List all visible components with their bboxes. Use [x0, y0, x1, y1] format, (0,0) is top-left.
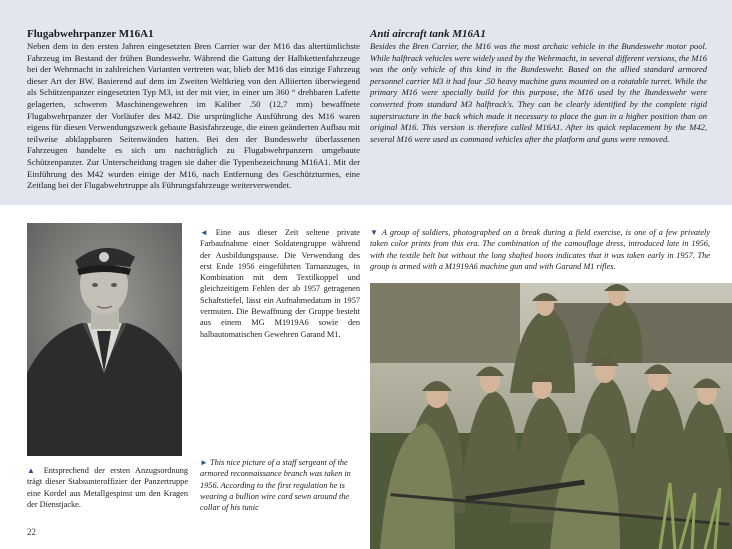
german-body: Neben dem in den ersten Jahren eingesetzten Bren Carrier war der M16 das altertümlichste Fahrzeug im Bestand der frühen Bundeswehr. Während die Gattung der Halbkettenfahrzeuge bei der Wehrmacht in zahlreichen Varianten vertreten war, blieb der M16 das einzige Fahrzeug dieser Art der BW. Basierend auf dem im Zweiten Weltkrieg von den Alliierten überwiegend als Schützenpanzer eingesetzten Typ M3, ist der mit vier, in einer um 360 ° drehbaren Lafette gelagerten, schweren Maschinengewehren im Kaliber .50 (12,7 mm) bewaffnete Flugabwehrpanzer der Vorläufer des M42. Die ursprüngliche Ausführung des M16 waren eigens für diesen Verwendungszweck gebaute Basisfahrzeuge, die einen geänderten Aufbau mit teilweise abklappbaren Seitenwänden hatten. Bei den der Bundeswehr überlassenen Fahrzeugen handelte es sich um nachträglich zu Flugabwehrpanzern umgebaute Schützenpanzer. Zur Unterscheidung tragen sie daher die Typenbezeichnung M16A1. Mit der Einführung des M42 wurden einige der M16, nach Entfernung des Geschützturmes, eine Zeitlang bei der Flugabwehrtruppe als Führungsfahrzeuge weiterverwendet. [27, 41, 360, 191]
group-caption-english-text: A group of soldiers, photographed on a break during a field exercise, is one of a few privately taken color prints from this era. The combination of the camouflage dress, introduced late in 1956, with the textile belt but without the long shafted boots indicates that it was taken early in 1957. The group is armed with a M1919A6 machine gun and with Garand M1 rifles. [370, 228, 711, 271]
english-heading: Anti aircraft tank M16A1 [370, 28, 486, 40]
german-heading: Flugabwehrpanzer M16A1 [27, 28, 154, 40]
down-arrow-icon: ▼ [370, 228, 379, 237]
right-arrow-icon: ► [200, 458, 208, 467]
portrait-caption-english-text: This nice picture of a staff sergeant of the armored reconnaissance branch was taken in 1956. According to the first regulation he is wearing a bullion wire cord sewn around the collar of his tunic [200, 458, 351, 513]
group-caption-german-text: Eine aus dieser Zeit seltene private Farbaufnahme einer Soldatengruppe während der Ausbildungspause. Die Verwendung des erst Ende 1956 eingeführten Tarnanzuges, in Kombination mit dem Textilkoppel und gleichzeitigem Fehlen der ab 1957 getragenen Schaftstiefel, lässt ein Aufnahmedatum in 1957 vermuten. Die Bewaffnung der Gruppe besteht aus einem MG M1919A6 sowie den halbautomatischen Gewehren Garand M1. [200, 228, 360, 339]
left-arrow-icon: ◄ [200, 228, 208, 237]
group-caption-english [370, 227, 710, 272]
group-caption-german [200, 227, 360, 340]
portrait-photo [27, 223, 182, 456]
portrait-caption-german-text: Entsprechend der ersten Anzugsordnung trägt dieser Stabsunteroffizier der Panzertruppe eine Kordel aus Metallgespinst um den Kragen der Dienstjacke. [27, 466, 189, 509]
portrait-caption-german [27, 465, 188, 510]
german-column [27, 28, 360, 192]
english-column [370, 28, 707, 145]
soldier-group-photo [370, 283, 732, 549]
page-number: 22 [27, 527, 36, 537]
english-body: Besides the Bren Carrier, the M16 was the most archaic vehicle in the Bundeswehr motor pool. While halftrack vehicles were widely used by the Wehrmacht, in several different versions, the M16 was the only vehicle of this kind in the Bundeswehr. Based on the allied standard armored personnel carrier M3 it had four .50 heavy machine guns mounted on a rotatable turret. While the primary M16 were specially build for this purpose, the M16 used by the Bundeswehr were converted from standard M3 halftrack's. They can be clearly identified by the complete rigid superstructure in the back which made it necessary to place the gun in a higher position than on original M16. This version is therefore called M16A1. After its quick replacement by the M42, several M16 were used as command vehicles after the platform and guns were removed. [370, 41, 707, 144]
portrait-caption-english [200, 457, 360, 513]
up-arrow-icon: ▲ [27, 466, 39, 475]
